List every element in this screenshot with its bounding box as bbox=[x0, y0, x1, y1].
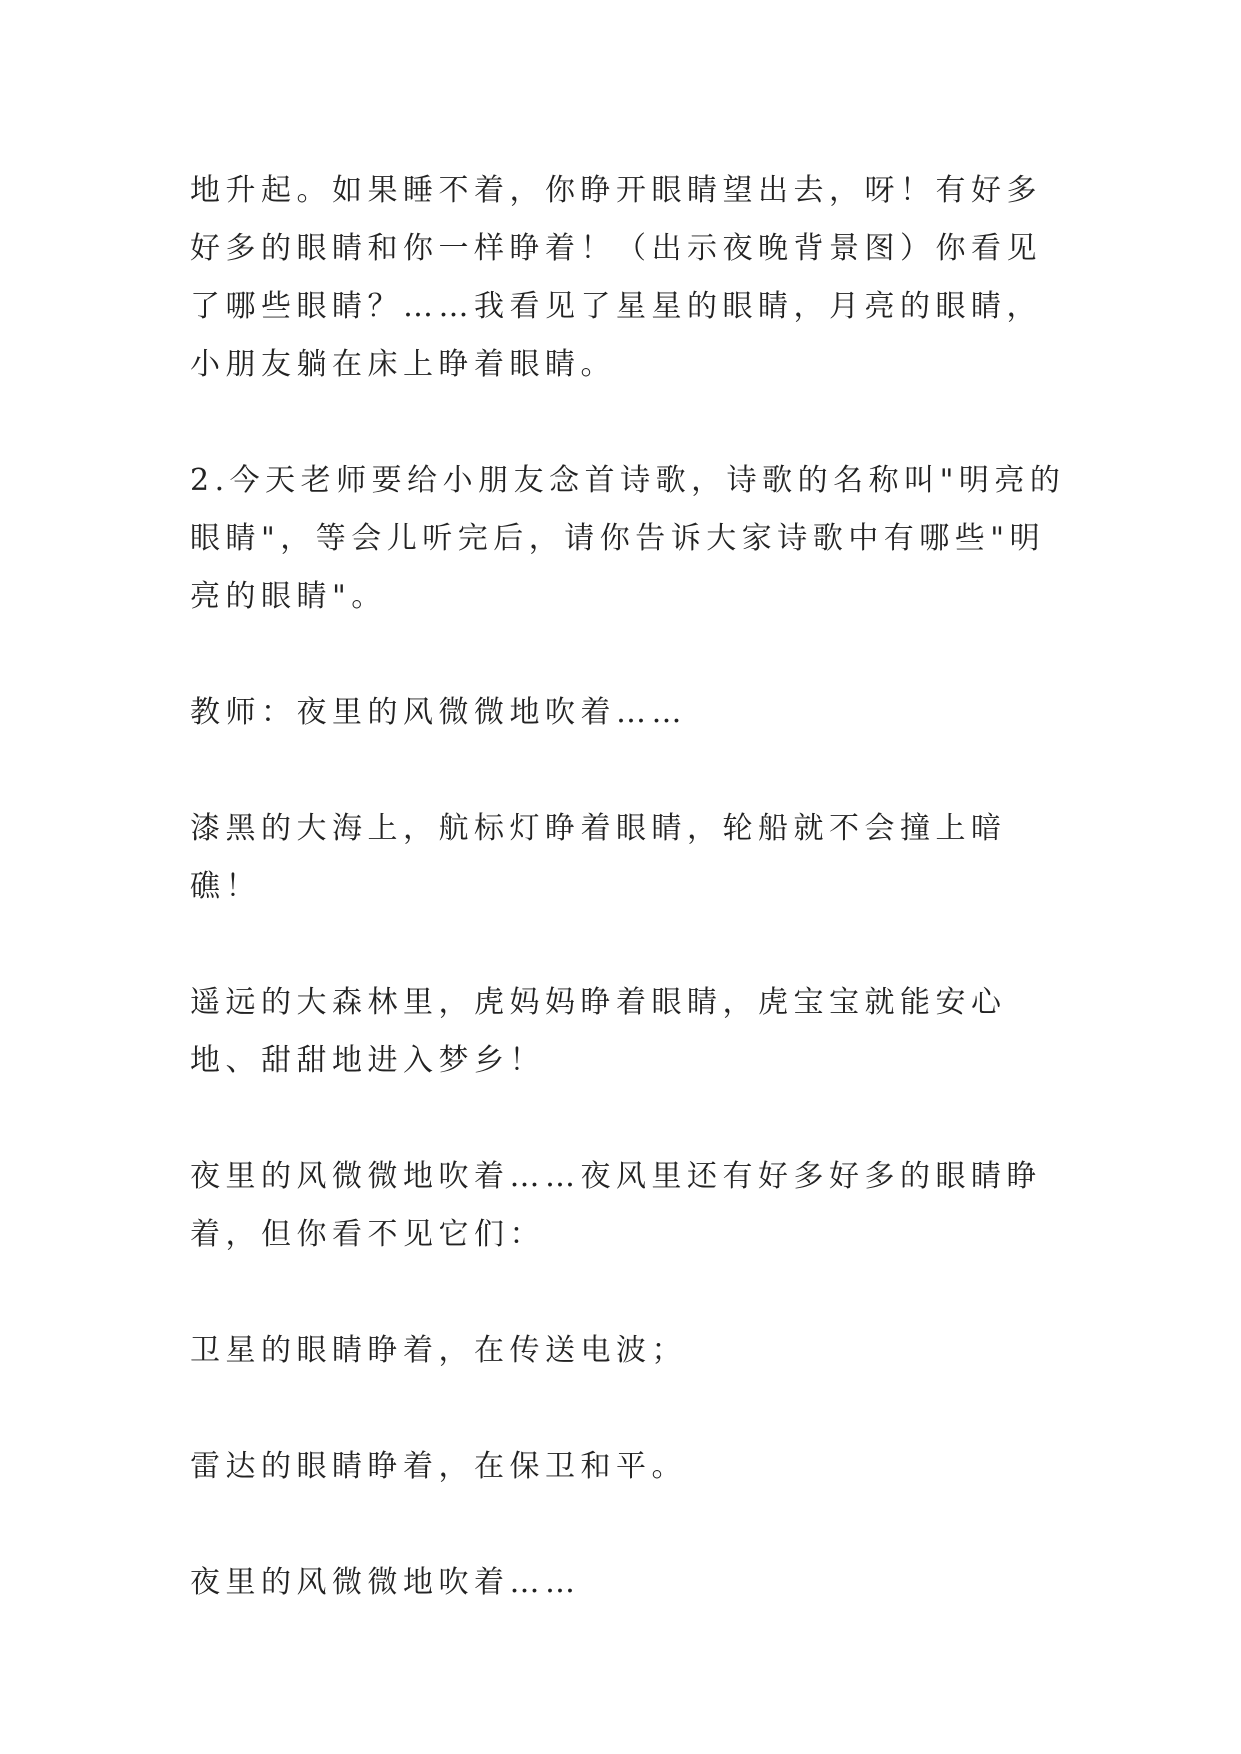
paragraph: 夜里的风微微地吹着…… bbox=[190, 1565, 581, 1600]
paragraph: 遥远的大森林里，虎妈妈睁着眼睛，虎宝宝就能安心地、甜甜地进入梦乡！ bbox=[190, 985, 1007, 1078]
paragraph: 卫星的眼睛睁着，在传送电波； bbox=[190, 1333, 687, 1368]
paragraph: 漆黑的大海上，航标灯睁着眼睛，轮船就不会撞上暗礁！ bbox=[190, 811, 1007, 904]
paragraph: 教师：夜里的风微微地吹着…… bbox=[190, 695, 687, 730]
paragraph: 雷达的眼睛睁着，在保卫和平。 bbox=[190, 1449, 687, 1484]
paragraph: 2.今天老师要给小朋友念首诗歌，诗歌的名称叫"明亮的眼睛"，等会儿听完后，请你告诉大家诗歌中有哪些"明亮的眼睛"。 bbox=[190, 463, 1066, 614]
document-body bbox=[190, 162, 1070, 1612]
paragraph: 地升起。如果睡不着，你睁开眼睛望出去，呀！有好多好多的眼睛和你一样睁着！（出示夜晚背景图）你看见了哪些眼睛？……我看见了星星的眼睛，月亮的眼睛，小朋友躺在床上睁着眼睛。 bbox=[190, 173, 1042, 382]
paragraph: 夜里的风微微地吹着……夜风里还有好多好多的眼睛睁着，但你看不见它们： bbox=[190, 1159, 1042, 1252]
